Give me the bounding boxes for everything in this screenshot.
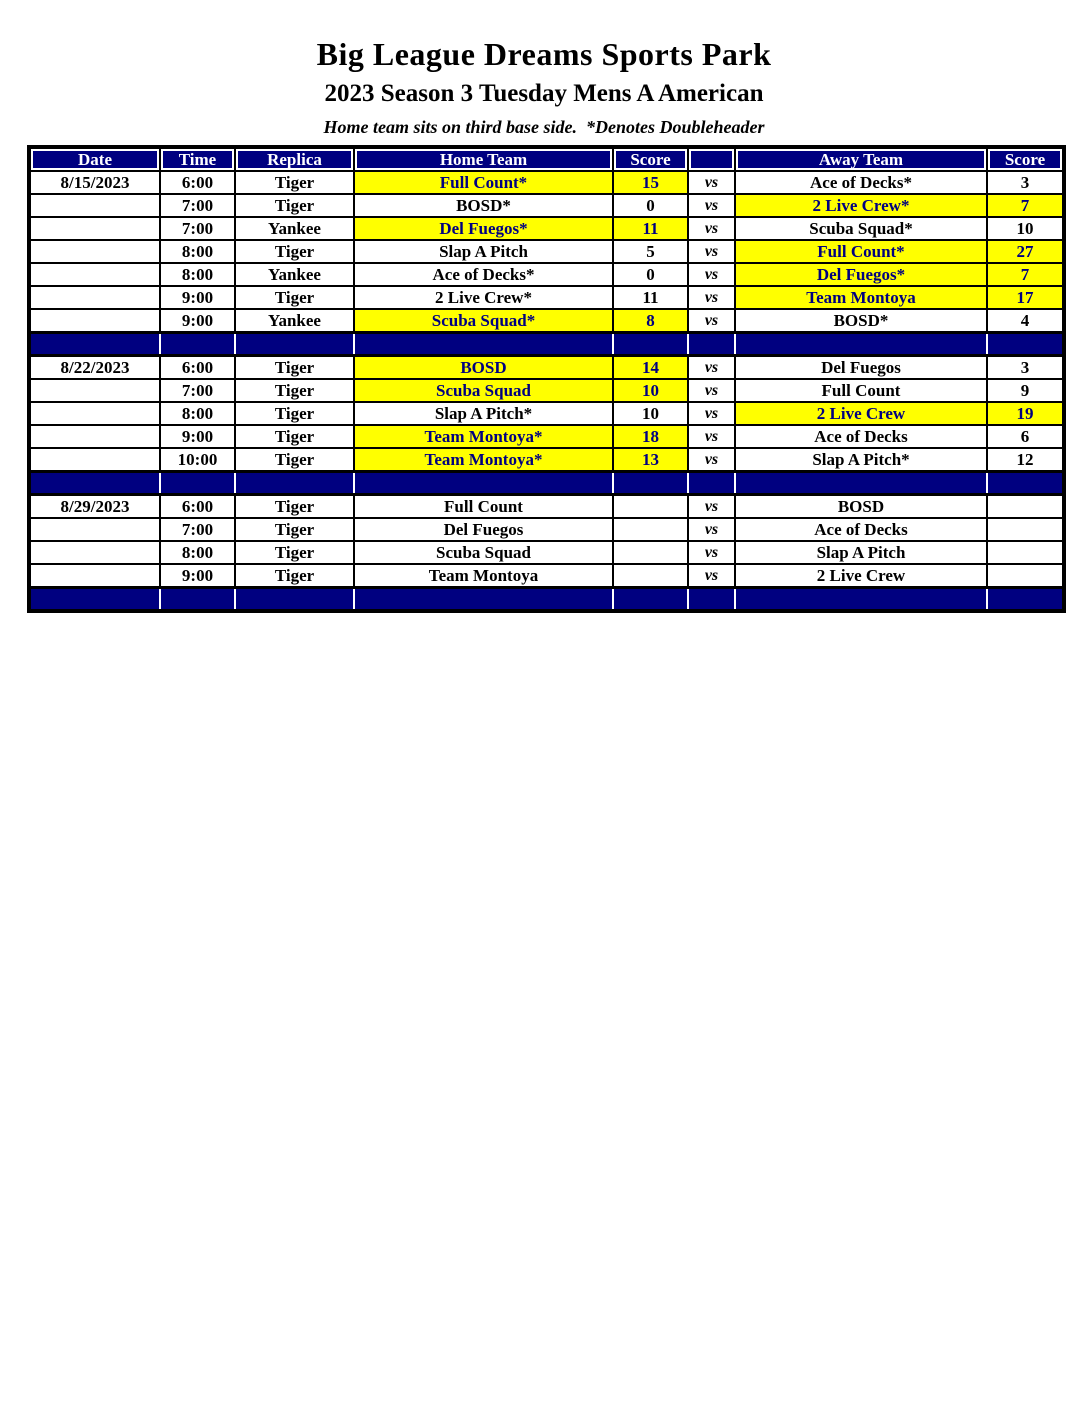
separator-cell: [987, 333, 1064, 356]
away-score-cell: 4: [987, 309, 1064, 333]
separator-cell: [688, 333, 735, 356]
away-team-cell: 2 Live Crew: [735, 402, 987, 425]
vs-cell: vs: [688, 171, 735, 194]
time-cell: 9:00: [160, 564, 235, 588]
table-body: [29, 171, 1064, 611]
date-cell: [29, 564, 160, 588]
away-team-cell: Ace of Decks: [735, 425, 987, 448]
game-row: [29, 356, 1064, 380]
page-title: Big League Dreams Sports Park: [316, 36, 772, 72]
home-team-cell: Scuba Squad: [354, 541, 613, 564]
separator-cell: [688, 472, 735, 495]
home-team-cell: Full Count: [354, 495, 613, 519]
time-cell: 6:00: [160, 356, 235, 380]
home-score-cell: 0: [613, 263, 688, 286]
time-cell: 9:00: [160, 425, 235, 448]
replica-cell: Tiger: [235, 564, 354, 588]
home-score-cell: 11: [613, 286, 688, 309]
time-cell: 8:00: [160, 402, 235, 425]
away-score-cell: 10: [987, 217, 1064, 240]
vs-cell: vs: [688, 194, 735, 217]
separator-cell: [613, 588, 688, 612]
page-header: [0, 0, 1088, 137]
time-cell: 9:00: [160, 286, 235, 309]
vs-cell: vs: [688, 402, 735, 425]
time-cell: 8:00: [160, 263, 235, 286]
home-team-cell: BOSD*: [354, 194, 613, 217]
separator-cell: [987, 472, 1064, 495]
separator-row: [29, 472, 1064, 495]
away-team-cell: BOSD: [735, 495, 987, 519]
replica-cell: Yankee: [235, 263, 354, 286]
game-row: [29, 240, 1064, 263]
separator-cell: [29, 472, 160, 495]
separator-cell: [235, 472, 354, 495]
game-row: [29, 286, 1064, 309]
replica-cell: Tiger: [235, 194, 354, 217]
time-cell: 9:00: [160, 309, 235, 333]
time-cell: 6:00: [160, 495, 235, 519]
away-team-cell: Ace of Decks: [735, 518, 987, 541]
vs-cell: vs: [688, 425, 735, 448]
date-cell: 8/29/2023: [29, 495, 160, 519]
away-score-cell: 3: [987, 171, 1064, 194]
away-team-cell: Del Fuegos*: [735, 263, 987, 286]
separator-cell: [160, 472, 235, 495]
separator-cell: [29, 333, 160, 356]
vs-cell: vs: [688, 564, 735, 588]
away-score-cell: 7: [987, 194, 1064, 217]
away-team-cell: Slap A Pitch: [735, 541, 987, 564]
vs-cell: vs: [688, 263, 735, 286]
game-row: [29, 217, 1064, 240]
vs-cell: vs: [688, 240, 735, 263]
game-row: [29, 309, 1064, 333]
separator-row: [29, 588, 1064, 612]
home-score-cell: 14: [613, 356, 688, 380]
vs-cell: vs: [688, 286, 735, 309]
vs-cell: vs: [688, 379, 735, 402]
game-row: [29, 518, 1064, 541]
home-team-cell: Ace of Decks*: [354, 263, 613, 286]
home-score-cell: 0: [613, 194, 688, 217]
time-cell: 7:00: [160, 518, 235, 541]
home-team-cell: Team Montoya*: [354, 448, 613, 472]
home-team-cell: Scuba Squad*: [354, 309, 613, 333]
page-subtitle: 2023 Season 3 Tuesday Mens A American: [324, 80, 764, 107]
away-score-cell: 3: [987, 356, 1064, 380]
time-cell: 8:00: [160, 240, 235, 263]
separator-cell: [735, 333, 987, 356]
away-score-cell: [987, 541, 1064, 564]
separator-cell: [160, 333, 235, 356]
away-score-cell: [987, 495, 1064, 519]
separator-cell: [354, 588, 613, 612]
home-team-cell: Del Fuegos*: [354, 217, 613, 240]
time-cell: 6:00: [160, 171, 235, 194]
away-score-cell: 17: [987, 286, 1064, 309]
time-cell: 10:00: [160, 448, 235, 472]
away-score-cell: [987, 518, 1064, 541]
separator-cell: [354, 472, 613, 495]
date-cell: [29, 379, 160, 402]
replica-cell: Tiger: [235, 518, 354, 541]
replica-cell: Tiger: [235, 171, 354, 194]
separator-cell: [29, 588, 160, 612]
date-cell: 8/15/2023: [29, 171, 160, 194]
column-header-time: Time: [160, 147, 235, 171]
vs-cell: vs: [688, 217, 735, 240]
home-team-cell: Team Montoya: [354, 564, 613, 588]
home-team-cell: Slap A Pitch: [354, 240, 613, 263]
home-score-cell: 8: [613, 309, 688, 333]
away-score-cell: 12: [987, 448, 1064, 472]
replica-cell: Tiger: [235, 240, 354, 263]
replica-cell: Tiger: [235, 356, 354, 380]
date-cell: [29, 286, 160, 309]
separator-row: [29, 333, 1064, 356]
game-row: [29, 564, 1064, 588]
home-score-cell: 13: [613, 448, 688, 472]
home-score-cell: 10: [613, 402, 688, 425]
home-score-cell: [613, 564, 688, 588]
replica-cell: Tiger: [235, 541, 354, 564]
home-team-cell: BOSD: [354, 356, 613, 380]
table-header-row: [29, 147, 1064, 171]
game-row: [29, 541, 1064, 564]
date-cell: [29, 217, 160, 240]
separator-cell: [735, 472, 987, 495]
away-team-cell: 2 Live Crew: [735, 564, 987, 588]
date-cell: [29, 309, 160, 333]
column-header-score-away: Score: [987, 147, 1064, 171]
date-cell: [29, 448, 160, 472]
vs-cell: vs: [688, 448, 735, 472]
game-row: [29, 263, 1064, 286]
time-cell: 8:00: [160, 541, 235, 564]
separator-cell: [735, 588, 987, 612]
column-header-score-home: Score: [613, 147, 688, 171]
away-score-cell: 7: [987, 263, 1064, 286]
away-team-cell: Scuba Squad*: [735, 217, 987, 240]
home-score-cell: 11: [613, 217, 688, 240]
date-cell: [29, 240, 160, 263]
column-header-date: Date: [29, 147, 160, 171]
away-team-cell: Full Count: [735, 379, 987, 402]
away-team-cell: 2 Live Crew*: [735, 194, 987, 217]
separator-cell: [160, 588, 235, 612]
replica-cell: Yankee: [235, 217, 354, 240]
replica-cell: Yankee: [235, 309, 354, 333]
vs-cell: vs: [688, 541, 735, 564]
home-team-cell: 2 Live Crew*: [354, 286, 613, 309]
vs-cell: vs: [688, 356, 735, 380]
away-team-cell: BOSD*: [735, 309, 987, 333]
away-team-cell: Del Fuegos: [735, 356, 987, 380]
away-score-cell: 19: [987, 402, 1064, 425]
home-score-cell: 15: [613, 171, 688, 194]
schedule-table: [27, 145, 1066, 613]
game-row: [29, 495, 1064, 519]
date-cell: [29, 541, 160, 564]
home-score-cell: [613, 518, 688, 541]
date-cell: [29, 402, 160, 425]
away-score-cell: 27: [987, 240, 1064, 263]
separator-cell: [613, 333, 688, 356]
date-cell: [29, 263, 160, 286]
replica-cell: Tiger: [235, 402, 354, 425]
time-cell: 7:00: [160, 217, 235, 240]
away-score-cell: 9: [987, 379, 1064, 402]
home-score-cell: 10: [613, 379, 688, 402]
game-row: [29, 448, 1064, 472]
column-header-vs: [688, 147, 735, 171]
time-cell: 7:00: [160, 194, 235, 217]
replica-cell: Tiger: [235, 379, 354, 402]
away-team-cell: Full Count*: [735, 240, 987, 263]
away-team-cell: Slap A Pitch*: [735, 448, 987, 472]
game-row: [29, 402, 1064, 425]
home-score-cell: [613, 495, 688, 519]
separator-cell: [987, 588, 1064, 612]
date-cell: 8/22/2023: [29, 356, 160, 380]
column-header-home-team: Home Team: [354, 147, 613, 171]
separator-cell: [688, 588, 735, 612]
vs-cell: vs: [688, 518, 735, 541]
home-team-cell: Scuba Squad: [354, 379, 613, 402]
time-cell: 7:00: [160, 379, 235, 402]
replica-cell: Tiger: [235, 448, 354, 472]
column-header-away-team: Away Team: [735, 147, 987, 171]
page-note: Home team sits on third base side. *Denotes Doubleheader: [323, 117, 765, 137]
home-team-cell: Full Count*: [354, 171, 613, 194]
game-row: [29, 379, 1064, 402]
home-team-cell: Del Fuegos: [354, 518, 613, 541]
vs-cell: vs: [688, 309, 735, 333]
date-cell: [29, 194, 160, 217]
away-score-cell: 6: [987, 425, 1064, 448]
away-team-cell: Team Montoya: [735, 286, 987, 309]
separator-cell: [235, 588, 354, 612]
date-cell: [29, 518, 160, 541]
column-header-replica: Replica: [235, 147, 354, 171]
home-score-cell: [613, 541, 688, 564]
separator-cell: [613, 472, 688, 495]
replica-cell: Tiger: [235, 425, 354, 448]
vs-cell: vs: [688, 495, 735, 519]
away-score-cell: [987, 564, 1064, 588]
separator-cell: [354, 333, 613, 356]
home-score-cell: 5: [613, 240, 688, 263]
replica-cell: Tiger: [235, 286, 354, 309]
separator-cell: [235, 333, 354, 356]
away-team-cell: Ace of Decks*: [735, 171, 987, 194]
game-row: [29, 194, 1064, 217]
home-team-cell: Team Montoya*: [354, 425, 613, 448]
replica-cell: Tiger: [235, 495, 354, 519]
game-row: [29, 171, 1064, 194]
date-cell: [29, 425, 160, 448]
home-team-cell: Slap A Pitch*: [354, 402, 613, 425]
home-score-cell: 18: [613, 425, 688, 448]
game-row: [29, 425, 1064, 448]
